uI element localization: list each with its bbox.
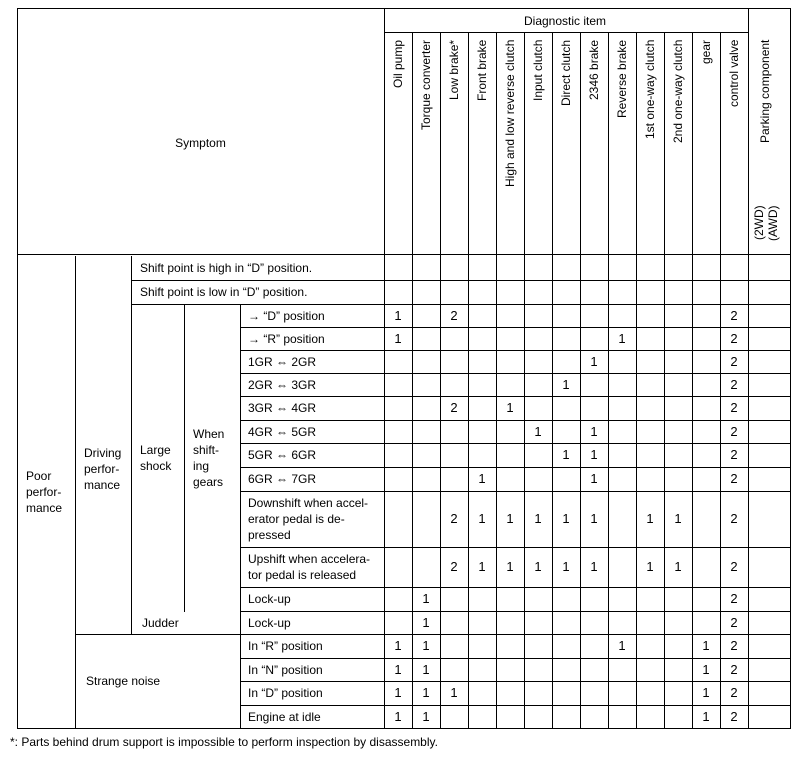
table-cell	[552, 327, 580, 350]
table-cell	[496, 658, 524, 681]
table-cell	[664, 681, 692, 705]
symptom-label: Upshift when accelera-tor pedal is released	[248, 552, 371, 582]
table-cell	[636, 280, 664, 304]
table-cell	[692, 350, 720, 373]
table-cell	[664, 420, 692, 443]
grid-line	[790, 8, 791, 729]
table-cell: 1	[590, 511, 598, 526]
table-cell	[496, 373, 524, 396]
table-cell	[412, 491, 440, 547]
group-label: When shift-ing gears	[193, 426, 225, 489]
table-cell: 2	[730, 591, 738, 606]
table-cell	[608, 420, 636, 443]
table-cell	[580, 304, 608, 327]
table-cell	[412, 396, 440, 420]
grid-line	[17, 254, 791, 255]
table-cell	[524, 396, 552, 420]
table-cell	[412, 467, 440, 491]
table-cell	[720, 256, 748, 280]
table-cell	[552, 256, 580, 280]
table-cell	[608, 467, 636, 491]
table-cell	[468, 304, 496, 327]
table-cell	[552, 304, 580, 327]
table-cell: 2	[730, 376, 738, 392]
table-cell: 2	[730, 685, 738, 700]
table-cell	[496, 587, 524, 611]
table-cell: 2	[730, 423, 738, 439]
table-cell	[496, 681, 524, 705]
table-cell	[524, 681, 552, 705]
column-header: gear	[699, 40, 713, 65]
table-cell: 1	[478, 559, 486, 574]
table-cell	[664, 658, 692, 681]
table-cell	[524, 304, 552, 327]
table-cell: 1	[646, 559, 654, 574]
diagnostic-item-heading: Diagnostic item	[523, 14, 607, 28]
group-judder: Judder	[142, 615, 179, 630]
table-cell	[692, 467, 720, 491]
footnote: *: Parts behind drum support is impossible to perform inspection by disassembly.	[10, 735, 438, 749]
table-cell	[692, 611, 720, 634]
grid-line	[748, 8, 749, 729]
table-cell	[664, 304, 692, 327]
table-cell	[552, 705, 580, 728]
table-cell	[440, 467, 468, 491]
table-cell: 1	[618, 330, 626, 346]
group-strange-noise: Strange noise	[86, 674, 161, 688]
column-header: control valve	[727, 40, 741, 108]
table-cell	[384, 491, 412, 547]
table-cell	[608, 658, 636, 681]
symptom-label: → “D” position	[248, 308, 325, 323]
table-cell	[412, 350, 440, 373]
table-cell: 1	[702, 708, 710, 724]
table-cell: 1	[394, 685, 402, 700]
table-cell	[412, 547, 440, 587]
table-cell	[468, 658, 496, 681]
table-cell	[496, 420, 524, 443]
table-cell	[608, 705, 636, 728]
table-cell: 2	[730, 708, 738, 724]
table-cell: 1	[562, 559, 570, 574]
table-cell	[524, 705, 552, 728]
symptom-label: → “R” position	[248, 331, 325, 346]
table-cell	[664, 705, 692, 728]
table-cell	[440, 373, 468, 396]
symptom-label: Engine at idle	[248, 709, 321, 724]
table-cell	[636, 256, 664, 280]
table-cell: 1	[422, 638, 430, 653]
table-cell	[552, 681, 580, 705]
table-cell: 2	[730, 400, 738, 415]
grid-line	[17, 728, 791, 729]
table-cell: 1	[590, 353, 598, 369]
table-cell: 1	[394, 708, 402, 724]
table-cell	[636, 327, 664, 350]
table-cell	[412, 327, 440, 350]
table-cell	[384, 396, 412, 420]
table-cell: 1	[478, 471, 486, 486]
table-cell	[664, 634, 692, 658]
table-cell	[412, 443, 440, 467]
column-header: High and low reverse clutch	[503, 40, 517, 188]
table-cell: 2	[730, 353, 738, 369]
table-cell	[580, 587, 608, 611]
table-cell	[608, 256, 636, 280]
table-cell	[636, 396, 664, 420]
table-cell	[636, 634, 664, 658]
table-cell	[468, 587, 496, 611]
table-cell: 2	[450, 511, 458, 526]
table-cell	[580, 373, 608, 396]
table-cell	[440, 256, 468, 280]
symptom-label: Shift point is low in “D” position.	[140, 285, 308, 299]
table-cell	[608, 350, 636, 373]
table-cell	[384, 256, 412, 280]
table-cell	[692, 256, 720, 280]
table-cell	[692, 587, 720, 611]
table-cell	[496, 280, 524, 304]
group-label: Poor perfor-mance	[26, 469, 63, 515]
table-cell	[664, 467, 692, 491]
table-cell	[468, 443, 496, 467]
symptom-label: 1GR ⇔ 2GR	[248, 354, 317, 369]
table-cell	[692, 491, 720, 547]
table-cell	[524, 350, 552, 373]
table-cell	[468, 611, 496, 634]
table-cell	[636, 587, 664, 611]
table-cell	[440, 705, 468, 728]
table-cell	[384, 420, 412, 443]
table-cell	[636, 373, 664, 396]
table-cell	[692, 443, 720, 467]
table-cell	[608, 491, 636, 547]
symptom-label: Shift point is high in “D” position.	[140, 261, 313, 275]
table-cell	[384, 467, 412, 491]
table-cell	[496, 634, 524, 658]
column-header: Reverse brake	[615, 40, 629, 119]
table-cell: 1	[590, 447, 598, 462]
table-cell	[440, 587, 468, 611]
table-cell	[664, 611, 692, 634]
table-cell: 1	[506, 559, 514, 574]
table-cell	[580, 681, 608, 705]
table-cell	[440, 350, 468, 373]
column-header: Oil pump	[391, 40, 405, 89]
table-cell	[468, 350, 496, 373]
table-cell	[524, 443, 552, 467]
group-driving-performance	[78, 304, 130, 634]
table-cell	[636, 467, 664, 491]
table-cell: 2	[730, 330, 738, 346]
table-cell: 2	[450, 400, 458, 415]
table-cell	[440, 611, 468, 634]
table-cell	[580, 611, 608, 634]
table-cell: 1	[394, 307, 402, 323]
table-cell: 1	[590, 423, 598, 439]
table-cell	[692, 280, 720, 304]
grid-line	[184, 304, 185, 612]
table-cell	[412, 280, 440, 304]
table-cell	[384, 443, 412, 467]
table-cell: 1	[674, 559, 682, 574]
table-cell: 1	[702, 685, 710, 700]
column-header: 1st one-way clutch	[643, 40, 657, 140]
table-cell	[468, 256, 496, 280]
table-cell	[664, 327, 692, 350]
table-cell	[524, 611, 552, 634]
column-header: Direct clutch	[559, 40, 573, 107]
table-cell	[496, 327, 524, 350]
table-cell	[636, 443, 664, 467]
table-cell	[440, 327, 468, 350]
column-header: 2346 brake	[587, 40, 601, 101]
table-cell	[384, 611, 412, 634]
group-poor-performance	[18, 256, 74, 728]
table-cell: 1	[562, 376, 570, 392]
table-cell	[496, 467, 524, 491]
table-cell: 2	[730, 307, 738, 323]
table-cell: 1	[394, 661, 402, 677]
table-cell	[608, 547, 636, 587]
table-cell: 1	[422, 708, 430, 724]
table-cell	[384, 587, 412, 611]
table-cell	[608, 373, 636, 396]
table-cell	[636, 705, 664, 728]
table-cell	[636, 420, 664, 443]
table-cell	[636, 658, 664, 681]
symptom-label: In “R” position	[248, 639, 323, 653]
symptom-label: 5GR ⇔ 6GR	[248, 448, 317, 462]
table-cell	[468, 396, 496, 420]
table-cell	[692, 547, 720, 587]
table-cell: 2	[730, 661, 738, 677]
table-cell: 1	[506, 400, 514, 415]
table-cell: 1	[422, 685, 430, 700]
table-cell: 1	[450, 685, 458, 700]
table-cell	[664, 256, 692, 280]
table-cell: 2	[730, 614, 738, 630]
column-header: Front brake	[475, 40, 489, 102]
table-cell: 2	[450, 307, 458, 323]
table-cell: 2	[450, 559, 458, 574]
table-cell	[692, 373, 720, 396]
table-cell	[524, 373, 552, 396]
table-cell: 1	[478, 511, 486, 526]
table-cell	[440, 420, 468, 443]
table-cell	[496, 705, 524, 728]
table-cell	[552, 634, 580, 658]
table-cell	[720, 280, 748, 304]
table-cell	[412, 420, 440, 443]
table-cell	[608, 681, 636, 705]
table-cell	[608, 443, 636, 467]
table-cell: 2	[730, 471, 738, 486]
table-cell: 1	[590, 471, 598, 486]
table-cell	[692, 327, 720, 350]
table-cell	[664, 350, 692, 373]
symptom-label: 4GR ⇔ 5GR	[248, 424, 317, 439]
symptom-label: In “D” position	[248, 686, 323, 700]
table-cell	[636, 350, 664, 373]
table-cell	[412, 373, 440, 396]
table-cell: 2	[730, 559, 738, 574]
table-cell	[552, 280, 580, 304]
table-cell	[468, 705, 496, 728]
table-cell: 1	[618, 638, 626, 653]
group-when-shifting	[186, 304, 240, 611]
table-cell: 1	[394, 330, 402, 346]
table-cell	[524, 256, 552, 280]
table-cell: 1	[394, 638, 402, 653]
table-cell	[552, 611, 580, 634]
table-cell: 1	[590, 559, 598, 574]
table-cell: 1	[562, 511, 570, 526]
grid-line	[75, 256, 76, 729]
table-cell	[468, 420, 496, 443]
table-cell	[608, 396, 636, 420]
table-cell	[524, 658, 552, 681]
table-cell	[580, 705, 608, 728]
table-cell: 1	[422, 591, 430, 606]
column-header: (2WD)	[752, 205, 766, 240]
table-cell: 2	[730, 447, 738, 462]
table-cell	[496, 350, 524, 373]
table-cell	[524, 634, 552, 658]
table-cell: 1	[646, 511, 654, 526]
table-cell	[552, 658, 580, 681]
table-cell	[412, 256, 440, 280]
table-cell	[664, 373, 692, 396]
column-header: Torque converter	[419, 40, 433, 131]
group-label: Driving perfor-mance	[84, 446, 122, 492]
symptom-label: In “N” position	[248, 662, 323, 677]
table-cell	[468, 634, 496, 658]
table-cell: 1	[422, 661, 430, 677]
table-cell	[440, 280, 468, 304]
table-cell	[636, 304, 664, 327]
table-cell	[552, 420, 580, 443]
table-cell: 1	[702, 661, 710, 677]
table-cell: 1	[534, 423, 542, 439]
table-cell: 2	[730, 511, 738, 526]
table-cell	[580, 634, 608, 658]
grid-line	[17, 8, 791, 9]
table-cell	[664, 280, 692, 304]
table-cell: 2	[730, 638, 738, 653]
table-cell	[608, 611, 636, 634]
table-cell	[608, 304, 636, 327]
column-header: 2nd one-way clutch	[671, 40, 685, 144]
table-cell	[664, 443, 692, 467]
symptom-heading: Symptom	[175, 136, 226, 150]
table-cell	[468, 280, 496, 304]
grid-line	[240, 304, 241, 729]
table-cell: 1	[702, 638, 710, 653]
table-cell	[664, 587, 692, 611]
table-cell	[580, 396, 608, 420]
symptom-label: 3GR ⇔ 4GR	[248, 401, 317, 415]
table-cell	[524, 467, 552, 491]
table-cell	[580, 256, 608, 280]
table-cell	[608, 587, 636, 611]
table-cell	[552, 396, 580, 420]
table-cell	[692, 304, 720, 327]
column-header: Low brake*	[447, 40, 461, 101]
table-cell: 1	[562, 447, 570, 462]
table-cell	[580, 280, 608, 304]
symptom-label: 6GR ⇔ 7GR	[248, 472, 317, 486]
table-cell: 1	[534, 511, 542, 526]
table-cell	[440, 443, 468, 467]
table-cell	[608, 280, 636, 304]
table-cell	[440, 658, 468, 681]
table-cell: 1	[506, 511, 514, 526]
table-cell	[440, 634, 468, 658]
group-label: Large shock	[140, 442, 172, 473]
table-cell	[524, 280, 552, 304]
table-cell	[468, 373, 496, 396]
table-cell	[384, 373, 412, 396]
table-cell	[384, 547, 412, 587]
table-cell	[552, 467, 580, 491]
table-cell	[384, 280, 412, 304]
table-cell	[636, 611, 664, 634]
table-cell	[468, 681, 496, 705]
symptom-label: Lock-up	[248, 615, 291, 630]
table-cell	[384, 350, 412, 373]
table-cell	[496, 256, 524, 280]
table-cell	[692, 396, 720, 420]
table-cell	[496, 611, 524, 634]
table-cell: 1	[534, 559, 542, 574]
table-cell	[552, 350, 580, 373]
symptom-label: Downshift when accel-erator pedal is de-pressed	[248, 496, 369, 542]
table-cell	[468, 327, 496, 350]
column-header: (AWD)	[766, 205, 780, 241]
table-cell	[412, 304, 440, 327]
table-cell: 1	[422, 614, 430, 630]
table-cell	[636, 681, 664, 705]
table-cell	[664, 396, 692, 420]
symptom-label: Lock-up	[248, 592, 291, 606]
table-cell	[524, 327, 552, 350]
table-cell	[496, 304, 524, 327]
symptom-label: 2GR ⇔ 3GR	[248, 377, 317, 392]
column-header: Input clutch	[531, 40, 545, 102]
group-large-shock	[132, 304, 184, 611]
table-cell	[580, 658, 608, 681]
table-cell	[524, 587, 552, 611]
table-cell	[580, 327, 608, 350]
table-cell	[496, 443, 524, 467]
column-header: Parking component	[758, 40, 772, 144]
table-cell	[552, 587, 580, 611]
table-cell	[692, 420, 720, 443]
table-cell: 1	[674, 511, 682, 526]
grid-line	[384, 32, 749, 33]
